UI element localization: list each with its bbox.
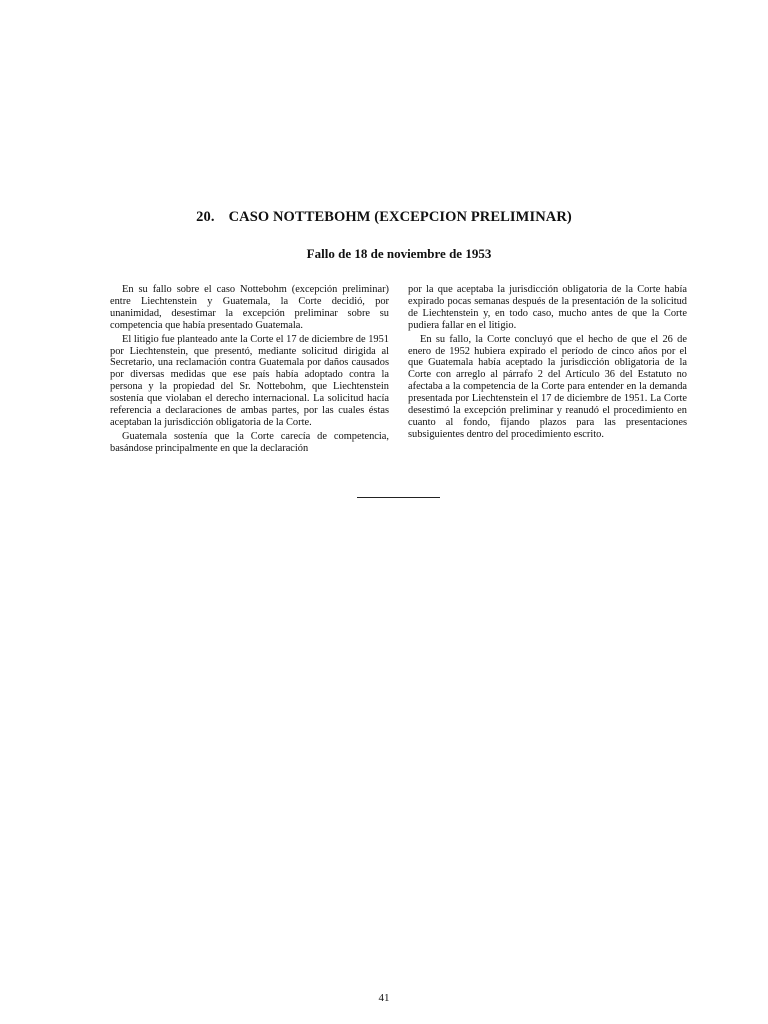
- paragraph: En su fallo, la Corte concluyó que el hecho de que el 26 de enero de 1952 hubiera expirado el período de cinco años por el que Guatemala había aceptado la jurisdicción obligatoria de la Corte con arreglo al párrafo 2 del Artículo 36 del Estatuto no afectaba a la competencia de la Corte para entender en la demanda presentada por Liechtenstein el 17 de diciembre de 1951. La Corte desestimó la excepción preliminar y reanudó el procedimiento en cuanto al fondo, fijando plazos para las presentaciones subsiguientes dentro del procedimiento escrito.: [408, 333, 687, 440]
- left-column: [110, 284, 389, 457]
- section-number: 20.: [196, 209, 215, 225]
- section-title: CASO NOTTEBOHM (EXCEPCION PRELIMINAR): [228, 209, 572, 225]
- right-column: [408, 284, 687, 443]
- end-rule-divider: [357, 497, 440, 498]
- paragraph: En su fallo sobre el caso Nottebohm (excepción preliminar) entre Liechtenstein y Guatemala, la Corte decidió, por unanimidad, desestimar la excepción preliminar sobre su competencia que había presentado Guatemala.: [110, 284, 389, 331]
- paragraph: Guatemala sostenía que la Corte carecía de competencia, basándose principalmente en que la declaración: [110, 430, 389, 454]
- section-heading: [0, 209, 768, 226]
- page-number: 41: [378, 992, 390, 1004]
- paragraph: El litigio fue planteado ante la Corte el 17 de diciembre de 1951 por Liechtenstein, que presentó, mediante solicitud dirigida al Secretario, una reclamación contra Guatemala por daños causados por diversas medidas que ese país había adoptado contra la persona y la propiedad del Sr. Nottebohm, que Liechtenstein sostenía que violaban el derecho internacional. La solicitud hacía referencia a declaraciones de ambas partes, por las cuales éstas aceptaban la jurisdicción obligatoria de la Corte.: [110, 333, 389, 428]
- judgment-date-heading: Fallo de 18 de noviembre de 1953: [306, 246, 492, 261]
- paragraph: por la que aceptaba la jurisdicción obligatoria de la Corte había expirado pocas semanas después de la presentación de la solicitud de Liechtenstein y, en todo caso, mucho antes de que la Corte pudiera fallar en el litigio.: [408, 284, 687, 331]
